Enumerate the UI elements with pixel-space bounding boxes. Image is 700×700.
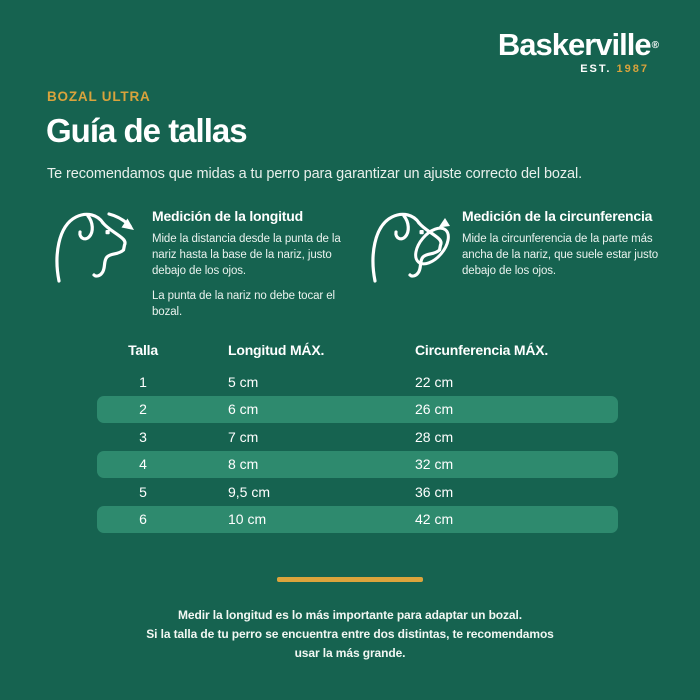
cell-talla: 4: [139, 456, 147, 473]
table-row-size-1: [97, 368, 618, 396]
measurement-sections: [0, 204, 700, 324]
cell-circunferencia: 22 cm: [415, 373, 454, 390]
cell-talla: 1: [139, 373, 147, 390]
footer-line-2: Si la talla de tu perro se encuentra entre dos distintas, te recomendamos: [146, 627, 554, 641]
gold-divider: [277, 577, 423, 582]
table-row-size-4: [97, 451, 618, 479]
cell-talla: 2: [139, 401, 147, 418]
brand-logo-text: Baskerville: [497, 27, 651, 62]
table-row-size-2: [97, 396, 618, 424]
length-measurement-section: [152, 208, 350, 320]
footer-note: [0, 606, 700, 663]
cell-talla: 5: [139, 483, 147, 500]
cell-circunferencia: 28 cm: [415, 428, 454, 445]
column-header-talla: Talla: [128, 342, 158, 358]
page-title: Guía de tallas: [46, 112, 247, 149]
column-header-longitud: Longitud MÁX.: [228, 342, 325, 358]
cell-circunferencia: 42 cm: [415, 511, 454, 528]
cell-longitud: 5 cm: [228, 373, 259, 390]
brand-logo: [498, 28, 658, 62]
page-subtitle: Te recomendamos que midas a tu perro para garantizar un ajuste correcto del bozal.: [47, 166, 583, 182]
size-table: [97, 368, 618, 533]
est-year: 1987: [616, 63, 649, 75]
brand-established: [498, 63, 649, 75]
footer-line-1: Medir la longitud es lo más importante para adaptar un bozal.: [178, 608, 522, 622]
cell-talla: 3: [139, 428, 147, 445]
cell-longitud: 7 cm: [228, 428, 259, 445]
cell-longitud: 10 cm: [228, 511, 267, 528]
dog-head-length-arrow-icon: [48, 206, 140, 284]
cell-circunferencia: 32 cm: [415, 456, 454, 473]
cell-talla: 6: [139, 511, 147, 528]
brand-block: [498, 28, 658, 75]
circumference-section-title: Medición de la circunferencia: [462, 208, 653, 224]
cell-longitud: 9,5 cm: [228, 483, 271, 500]
dog-head-circumference-loop-icon: [364, 206, 456, 284]
footer-line-3: usar la más grande.: [294, 646, 406, 660]
table-row-size-5: [97, 478, 618, 506]
est-label: EST.: [580, 63, 612, 75]
cell-longitud: 6 cm: [228, 401, 259, 418]
table-row-size-6: [97, 506, 618, 534]
cell-circunferencia: 36 cm: [415, 483, 454, 500]
length-section-paragraph-1: Mide la distancia desde la punta de la nariz hasta la base de la nariz, justo debajo de los ojos.: [152, 233, 341, 277]
column-header-circunferencia: Circunferencia MÁX.: [415, 342, 549, 358]
cell-longitud: 8 cm: [228, 456, 259, 473]
length-section-paragraph-2: La punta de la nariz no debe tocar el bozal.: [152, 290, 335, 318]
table-row-size-3: [97, 423, 618, 451]
length-section-title: Medición de la longitud: [152, 208, 303, 224]
circumference-section-paragraph-1: Mide la circunferencia de la parte más ancha de la nariz, que suele estar justo debajo de los ojos.: [462, 233, 659, 277]
cell-circunferencia: 26 cm: [415, 401, 454, 418]
registered-mark: ®: [651, 40, 658, 51]
size-table-header: [97, 336, 618, 364]
circumference-measurement-section: [462, 208, 674, 279]
product-eyebrow: BOZAL ULTRA: [47, 89, 151, 104]
